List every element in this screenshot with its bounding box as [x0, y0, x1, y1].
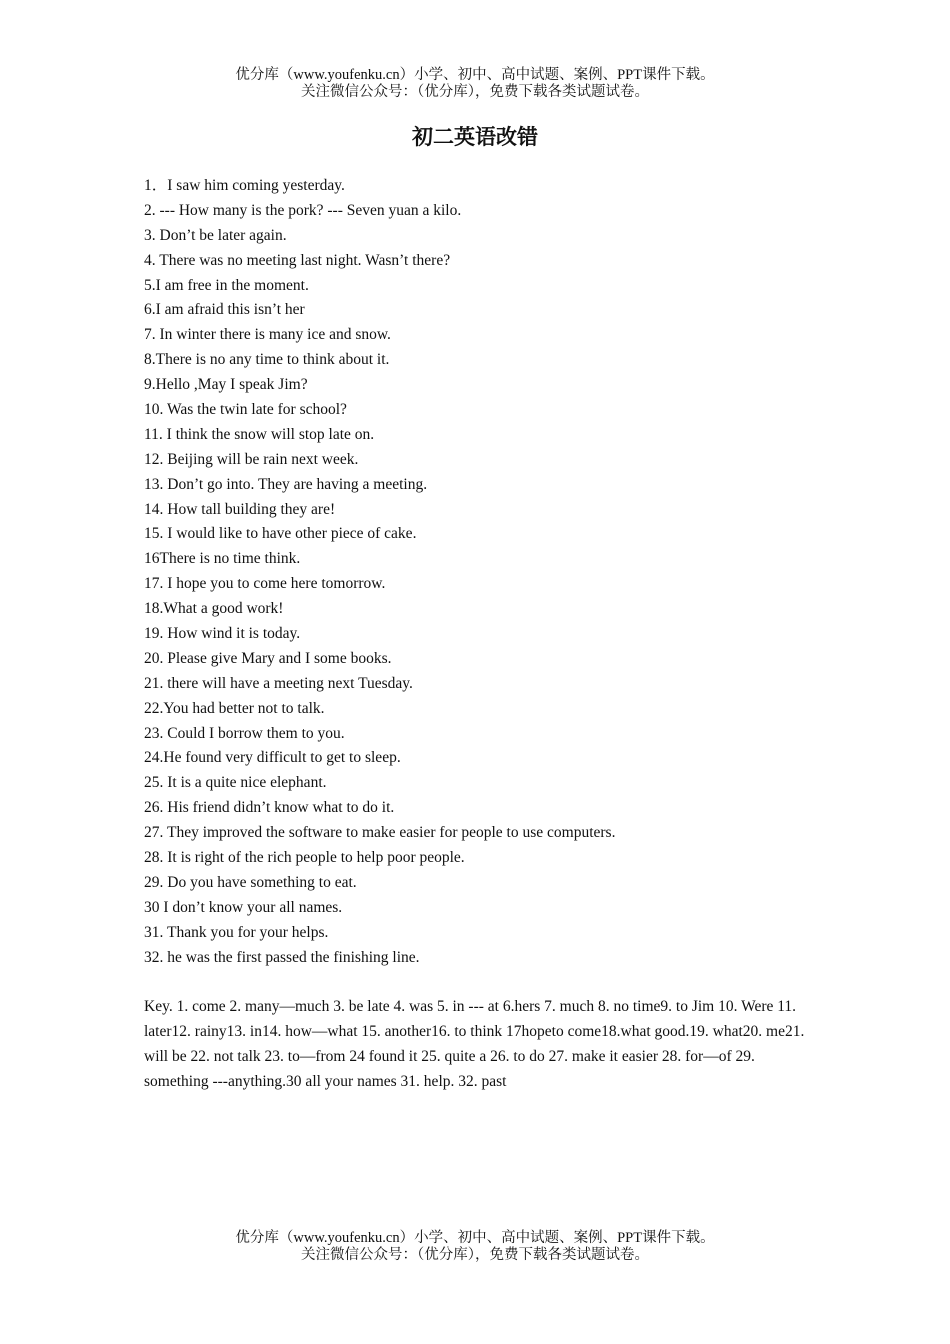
exercise-item: 12. Beijing will be rain next week. — [144, 450, 359, 468]
header-line-2: 关注微信公众号：（优分库），免费下载各类试题试卷。 — [301, 84, 649, 100]
exercise-item: 23. Could I borrow them to you. — [144, 724, 345, 742]
exercise-item: 3. Don’t be later again. — [144, 226, 287, 244]
exercise-item: 25. It is a quite nice elephant. — [144, 774, 327, 792]
exercise-item: 27. They improved the software to make easier for people to use computers. — [144, 824, 616, 842]
exercise-item: 5.I am free in the moment. — [144, 276, 309, 294]
exercise-item: 22.You had better not to talk. — [144, 699, 325, 717]
footer-line-2: 关注微信公众号：（优分库），免费下载各类试题试卷。 — [301, 1247, 649, 1263]
exercise-item: 24.He found very difficult to get to sleep. — [144, 749, 401, 767]
exercise-item: 20. Please give Mary and I some books. — [144, 649, 392, 667]
exercise-item: 17. I hope you to come here tomorrow. — [144, 575, 386, 593]
header-line-1: 优分库（www.youfenku.cn）小学、初中、高中试题、案例、PPT课件下载。 — [235, 67, 715, 83]
exercise-item: 16There is no time think. — [144, 550, 301, 568]
exercise-item: 7. In winter there is many ice and snow. — [144, 326, 391, 344]
exercise-item: 1．I saw him coming yesterday. — [144, 177, 345, 194]
exercise-item: 4. There was no meeting last night. Wasn’t there? — [144, 251, 451, 269]
exercise-item: 15. I would like to have other piece of cake. — [144, 525, 417, 543]
exercise-item: 29. Do you have something to eat. — [144, 873, 357, 891]
exercise-item: 9.Hello ,May I speak Jim? — [144, 376, 308, 394]
exercise-item: 13. Don’t go into. They are having a meeting. — [144, 475, 428, 493]
exercise-item: 18.What a good work! — [144, 600, 284, 618]
exercise-item: 8.There is no any time to think about it. — [144, 351, 390, 369]
exercise-item: 19. How wind it is today. — [144, 625, 301, 643]
page-footer — [0, 1230, 950, 1264]
page-title: 初二英语改错 — [412, 125, 538, 149]
exercise-item: 21. there will have a meeting next Tuesday. — [144, 674, 413, 692]
exercise-item: 11. I think the snow will stop late on. — [144, 425, 375, 443]
exercise-list — [144, 174, 824, 971]
exercise-item: 28. It is right of the rich people to help poor people. — [144, 849, 465, 867]
exercise-item: 6.I am afraid this isn’t her — [144, 301, 305, 319]
page-header — [0, 67, 950, 101]
exercise-item: 32. he was the first passed the finishing line. — [144, 948, 420, 966]
exercise-item: 2. --- How many is the pork? --- Seven yuan a kilo. — [144, 201, 462, 219]
exercise-item: 26. His friend didn’t know what to do it. — [144, 799, 395, 817]
answer-key: Key. 1. come 2. many—much 3. be late 4. was 5. in --- at 6.hers 7. much 8. no time9. to Jim 10. Were 11. later12. rainy13. in14. how—what 15. another16. to think 17hopeto come18.what good.19. what20. me21. will be 22. not talk 23. to—from 24 found it 25. quite a 26. to do 27. make it easier 28. for—of 29. something ---anything.30 all your names 31. help. 32. past — [144, 998, 805, 1090]
footer-line-1: 优分库（www.youfenku.cn）小学、初中、高中试题、案例、PPT课件下载。 — [235, 1230, 715, 1246]
exercise-item: 10. Was the twin late for school? — [144, 401, 347, 419]
exercise-item: 30 I don’t know your all names. — [144, 898, 343, 916]
exercise-item: 31. Thank you for your helps. — [144, 923, 329, 941]
exercise-item: 14. How tall building they are! — [144, 500, 336, 518]
